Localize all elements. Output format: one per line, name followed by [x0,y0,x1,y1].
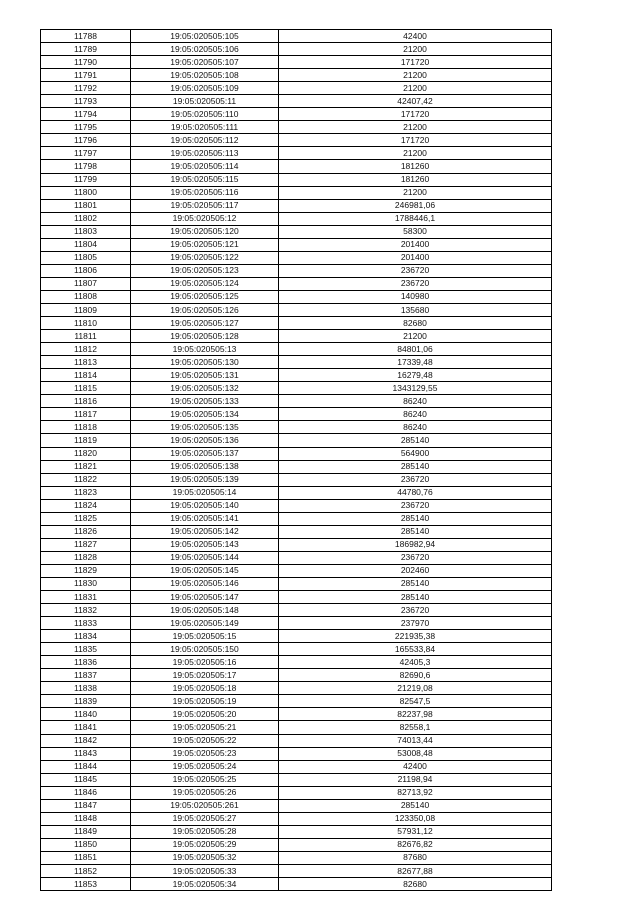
value-cell: 285140 [279,799,552,812]
value-cell: 82680 [279,878,552,891]
cadastral-number-cell: 19:05:020505:146 [131,577,279,590]
row-number-cell: 11818 [41,421,131,434]
value-cell: 237970 [279,617,552,630]
row-number-cell: 11805 [41,251,131,264]
table-row [41,682,552,695]
row-number-cell: 11815 [41,382,131,395]
table-row [41,604,552,617]
value-cell: 21200 [279,186,552,199]
value-cell: 236720 [279,604,552,617]
row-number-cell: 11813 [41,356,131,369]
table-row [41,395,552,408]
table-row [41,525,552,538]
cadastral-number-cell: 19:05:020505:131 [131,369,279,382]
cadastral-number-cell: 19:05:020505:149 [131,617,279,630]
table-row [41,812,552,825]
cadastral-number-cell: 19:05:020505:26 [131,786,279,799]
row-number-cell: 11803 [41,225,131,238]
row-number-cell: 11827 [41,538,131,551]
value-cell: 82676,82 [279,838,552,851]
row-number-cell: 11798 [41,160,131,173]
value-cell: 21200 [279,147,552,160]
value-cell: 74013,44 [279,734,552,747]
cadastral-number-cell: 19:05:020505:140 [131,499,279,512]
cadastral-number-cell: 19:05:020505:34 [131,878,279,891]
value-cell: 171720 [279,108,552,121]
cadastral-number-cell: 19:05:020505:14 [131,486,279,499]
row-number-cell: 11825 [41,512,131,525]
value-cell: 186982,94 [279,538,552,551]
row-number-cell: 11849 [41,825,131,838]
table-row [41,669,552,682]
table-row [41,186,552,199]
value-cell: 53008,48 [279,747,552,760]
table-row [41,512,552,525]
row-number-cell: 11840 [41,708,131,721]
value-cell: 44780,76 [279,486,552,499]
table-row [41,30,552,43]
value-cell: 135680 [279,303,552,316]
row-number-cell: 11823 [41,486,131,499]
value-cell: 21198,94 [279,773,552,786]
cadastral-number-cell: 19:05:020505:108 [131,69,279,82]
value-cell: 82237,98 [279,708,552,721]
table-row [41,147,552,160]
row-number-cell: 11847 [41,799,131,812]
row-number-cell: 11842 [41,734,131,747]
cadastral-number-cell: 19:05:020505:15 [131,630,279,643]
table-row [41,225,552,238]
table-row [41,108,552,121]
value-cell: 17339,48 [279,356,552,369]
row-number-cell: 11848 [41,812,131,825]
value-cell: 140980 [279,290,552,303]
cadastral-number-cell: 19:05:020505:13 [131,343,279,356]
value-cell: 21200 [279,121,552,134]
cadastral-number-cell: 19:05:020505:145 [131,564,279,577]
table-row [41,277,552,290]
cadastral-number-cell: 19:05:020505:32 [131,851,279,864]
table-row [41,356,552,369]
row-number-cell: 11832 [41,604,131,617]
table-row [41,460,552,473]
table-row [41,317,552,330]
cadastral-number-cell: 19:05:020505:123 [131,264,279,277]
cadastral-number-cell: 19:05:020505:127 [131,317,279,330]
row-number-cell: 11851 [41,851,131,864]
table-row [41,617,552,630]
value-cell: 42407,42 [279,95,552,108]
table-row [41,408,552,421]
table-row [41,630,552,643]
row-number-cell: 11822 [41,473,131,486]
table-row [41,121,552,134]
value-cell: 86240 [279,408,552,421]
value-cell: 21200 [279,330,552,343]
table-row [41,799,552,812]
value-cell: 246981,06 [279,199,552,212]
table-row [41,773,552,786]
value-cell: 171720 [279,134,552,147]
table-row [41,43,552,56]
row-number-cell: 11808 [41,290,131,303]
table-row [41,160,552,173]
value-cell: 201400 [279,251,552,264]
row-number-cell: 11811 [41,330,131,343]
table-row [41,643,552,656]
row-number-cell: 11800 [41,186,131,199]
cadastral-number-cell: 19:05:020505:19 [131,695,279,708]
cadastral-number-cell: 19:05:020505:115 [131,173,279,186]
table-row [41,760,552,773]
table-row [41,708,552,721]
table-row [41,825,552,838]
value-cell: 285140 [279,525,552,538]
cadastral-number-cell: 19:05:020505:124 [131,277,279,290]
value-cell: 236720 [279,499,552,512]
row-number-cell: 11792 [41,82,131,95]
value-cell: 87680 [279,851,552,864]
row-number-cell: 11838 [41,682,131,695]
table-row [41,577,552,590]
table-row [41,421,552,434]
cadastral-number-cell: 19:05:020505:121 [131,238,279,251]
row-number-cell: 11830 [41,577,131,590]
cadastral-number-cell: 19:05:020505:110 [131,108,279,121]
row-number-cell: 11835 [41,643,131,656]
row-number-cell: 11793 [41,95,131,108]
value-cell: 285140 [279,434,552,447]
value-cell: 285140 [279,460,552,473]
cadastral-number-cell: 19:05:020505:29 [131,838,279,851]
table-row [41,69,552,82]
table-row [41,591,552,604]
cadastral-number-cell: 19:05:020505:28 [131,825,279,838]
row-number-cell: 11816 [41,395,131,408]
cadastral-number-cell: 19:05:020505:125 [131,290,279,303]
cadastral-number-cell: 19:05:020505:116 [131,186,279,199]
row-number-cell: 11814 [41,369,131,382]
row-number-cell: 11826 [41,525,131,538]
table-body [41,30,552,891]
row-number-cell: 11819 [41,434,131,447]
cadastral-number-cell: 19:05:020505:17 [131,669,279,682]
table-row [41,486,552,499]
row-number-cell: 11831 [41,591,131,604]
cadastral-number-cell: 19:05:020505:27 [131,812,279,825]
table-row [41,865,552,878]
cadastral-number-cell: 19:05:020505:143 [131,538,279,551]
cadastral-number-cell: 19:05:020505:23 [131,747,279,760]
row-number-cell: 11802 [41,212,131,225]
value-cell: 86240 [279,421,552,434]
table-row [41,199,552,212]
value-cell: 57931,12 [279,825,552,838]
cadastral-number-cell: 19:05:020505:112 [131,134,279,147]
value-cell: 21200 [279,82,552,95]
row-number-cell: 11817 [41,408,131,421]
table-row [41,290,552,303]
value-cell: 16279,48 [279,369,552,382]
row-number-cell: 11824 [41,499,131,512]
row-number-cell: 11807 [41,277,131,290]
value-cell: 201400 [279,238,552,251]
table-row [41,838,552,851]
row-number-cell: 11799 [41,173,131,186]
value-cell: 1343129,55 [279,382,552,395]
cadastral-number-cell: 19:05:020505:126 [131,303,279,316]
cadastral-number-cell: 19:05:020505:134 [131,408,279,421]
row-number-cell: 11850 [41,838,131,851]
cadastral-number-cell: 19:05:020505:147 [131,591,279,604]
table-row [41,564,552,577]
cadastral-number-cell: 19:05:020505:136 [131,434,279,447]
row-number-cell: 11812 [41,343,131,356]
row-number-cell: 11841 [41,721,131,734]
row-number-cell: 11789 [41,43,131,56]
cadastral-number-cell: 19:05:020505:142 [131,525,279,538]
cadastral-number-cell: 19:05:020505:133 [131,395,279,408]
value-cell: 58300 [279,225,552,238]
cadastral-number-cell: 19:05:020505:137 [131,447,279,460]
table-row [41,173,552,186]
row-number-cell: 11837 [41,669,131,682]
cadastral-number-cell: 19:05:020505:128 [131,330,279,343]
value-cell: 165533,84 [279,643,552,656]
cadastral-number-cell: 19:05:020505:11 [131,95,279,108]
table-row [41,264,552,277]
table-row [41,538,552,551]
cadastral-number-cell: 19:05:020505:106 [131,43,279,56]
value-cell: 181260 [279,173,552,186]
row-number-cell: 11846 [41,786,131,799]
value-cell: 181260 [279,160,552,173]
cadastral-number-cell: 19:05:020505:109 [131,82,279,95]
cadastral-number-cell: 19:05:020505:138 [131,460,279,473]
row-number-cell: 11804 [41,238,131,251]
cadastral-number-cell: 19:05:020505:117 [131,199,279,212]
row-number-cell: 11791 [41,69,131,82]
value-cell: 236720 [279,473,552,486]
cadastral-number-cell: 19:05:020505:122 [131,251,279,264]
row-number-cell: 11828 [41,551,131,564]
cadastral-number-cell: 19:05:020505:113 [131,147,279,160]
value-cell: 21219,08 [279,682,552,695]
row-number-cell: 11795 [41,121,131,134]
row-number-cell: 11853 [41,878,131,891]
cadastral-number-cell: 19:05:020505:111 [131,121,279,134]
value-cell: 82558,1 [279,721,552,734]
cadastral-number-cell: 19:05:020505:20 [131,708,279,721]
value-cell: 123350,08 [279,812,552,825]
cadastral-number-cell: 19:05:020505:139 [131,473,279,486]
cadastral-number-cell: 19:05:020505:144 [131,551,279,564]
row-number-cell: 11797 [41,147,131,160]
value-cell: 82677,88 [279,865,552,878]
table-row [41,734,552,747]
row-number-cell: 11834 [41,630,131,643]
cadastral-number-cell: 19:05:020505:135 [131,421,279,434]
table-row [41,473,552,486]
row-number-cell: 11806 [41,264,131,277]
cadastral-number-cell: 19:05:020505:22 [131,734,279,747]
row-number-cell: 11852 [41,865,131,878]
cadastral-number-cell: 19:05:020505:16 [131,656,279,669]
row-number-cell: 11810 [41,317,131,330]
value-cell: 221935,38 [279,630,552,643]
table-row [41,369,552,382]
table-row [41,851,552,864]
table-row [41,721,552,734]
value-cell: 202460 [279,564,552,577]
cadastral-number-cell: 19:05:020505:21 [131,721,279,734]
row-number-cell: 11809 [41,303,131,316]
cadastral-number-cell: 19:05:020505:18 [131,682,279,695]
value-cell: 82713,92 [279,786,552,799]
table-row [41,56,552,69]
value-cell: 42400 [279,760,552,773]
row-number-cell: 11839 [41,695,131,708]
row-number-cell: 11843 [41,747,131,760]
cadastral-number-cell: 19:05:020505:12 [131,212,279,225]
table-row [41,343,552,356]
table-row [41,382,552,395]
row-number-cell: 11788 [41,30,131,43]
table-row [41,786,552,799]
row-number-cell: 11844 [41,760,131,773]
table-row [41,95,552,108]
table-row [41,238,552,251]
value-cell: 236720 [279,264,552,277]
value-cell: 82690,6 [279,669,552,682]
row-number-cell: 11796 [41,134,131,147]
table-row [41,695,552,708]
cadastral-number-cell: 19:05:020505:25 [131,773,279,786]
table-row [41,551,552,564]
value-cell: 84801,06 [279,343,552,356]
row-number-cell: 11820 [41,447,131,460]
cadastral-number-cell: 19:05:020505:130 [131,356,279,369]
value-cell: 21200 [279,43,552,56]
value-cell: 82680 [279,317,552,330]
table-row [41,499,552,512]
cadastral-number-cell: 19:05:020505:33 [131,865,279,878]
row-number-cell: 11801 [41,199,131,212]
value-cell: 86240 [279,395,552,408]
table-row [41,747,552,760]
cadastral-number-cell: 19:05:020505:141 [131,512,279,525]
cadastral-number-cell: 19:05:020505:107 [131,56,279,69]
row-number-cell: 11794 [41,108,131,121]
cadastral-number-cell: 19:05:020505:120 [131,225,279,238]
value-cell: 42405,3 [279,656,552,669]
row-number-cell: 11790 [41,56,131,69]
table-row [41,656,552,669]
value-cell: 1788446,1 [279,212,552,225]
value-cell: 564900 [279,447,552,460]
cadastral-number-cell: 19:05:020505:150 [131,643,279,656]
table-row [41,330,552,343]
cadastral-number-cell: 19:05:020505:114 [131,160,279,173]
value-cell: 21200 [279,69,552,82]
row-number-cell: 11821 [41,460,131,473]
value-cell: 82547,5 [279,695,552,708]
table-row [41,251,552,264]
table-row [41,212,552,225]
value-cell: 285140 [279,577,552,590]
value-cell: 42400 [279,30,552,43]
value-cell: 236720 [279,551,552,564]
row-number-cell: 11845 [41,773,131,786]
row-number-cell: 11836 [41,656,131,669]
cadastral-number-cell: 19:05:020505:132 [131,382,279,395]
value-cell: 285140 [279,512,552,525]
row-number-cell: 11833 [41,617,131,630]
value-cell: 285140 [279,591,552,604]
value-cell: 171720 [279,56,552,69]
cadastral-value-table [40,29,552,891]
row-number-cell: 11829 [41,564,131,577]
table-row [41,303,552,316]
value-cell: 236720 [279,277,552,290]
table-row [41,447,552,460]
table-row [41,134,552,147]
cadastral-number-cell: 19:05:020505:261 [131,799,279,812]
cadastral-number-cell: 19:05:020505:24 [131,760,279,773]
table-row [41,82,552,95]
cadastral-number-cell: 19:05:020505:105 [131,30,279,43]
cadastral-number-cell: 19:05:020505:148 [131,604,279,617]
table-row [41,434,552,447]
table-row [41,878,552,891]
